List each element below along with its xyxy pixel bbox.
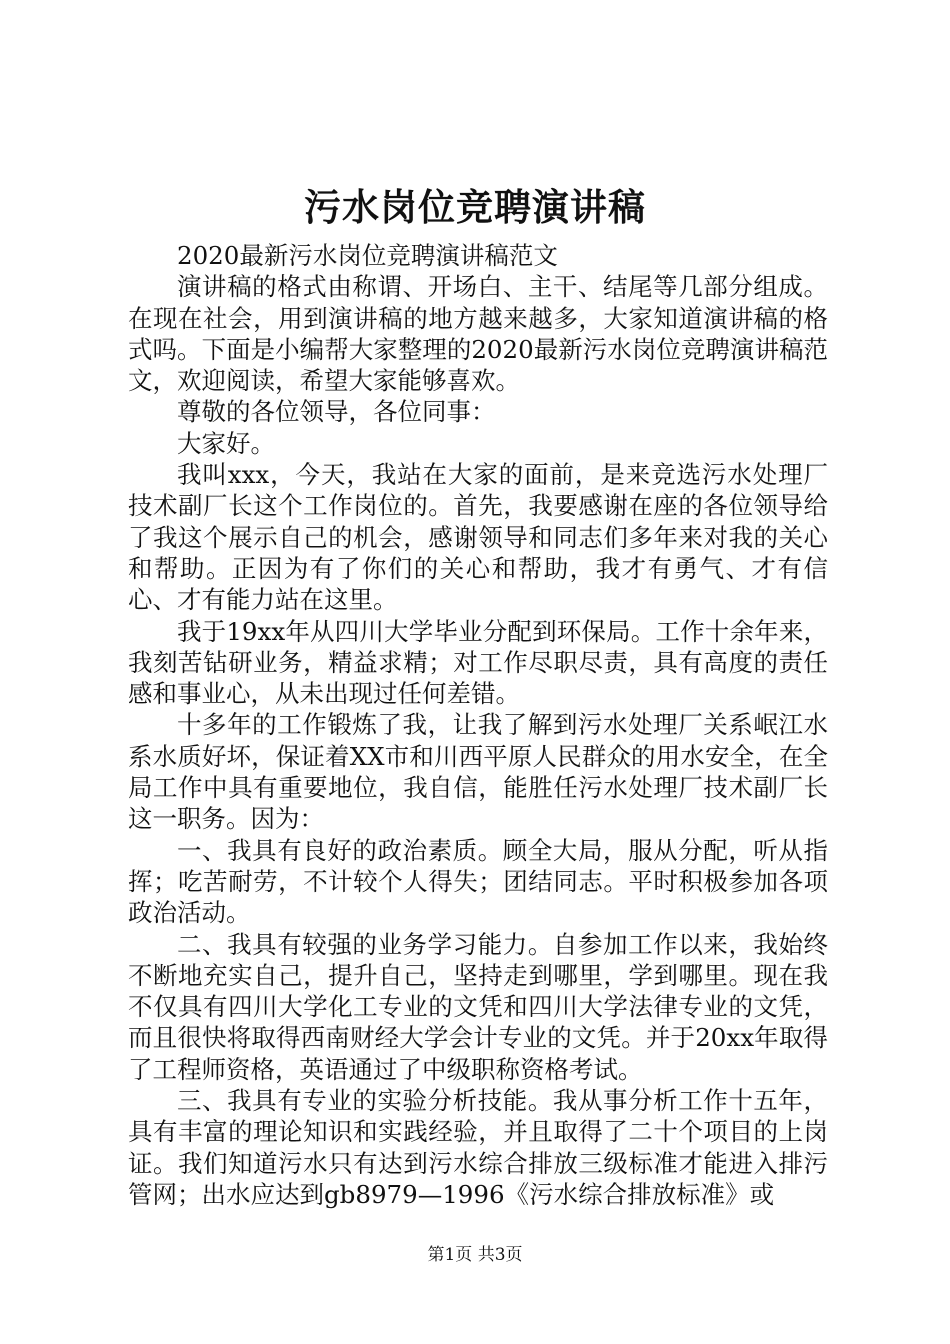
paragraph-point-two: 二、我具有较强的业务学习能力。自参加工作以来，我始终不断地充实自己，提升自己，坚持走到哪里，学到哪里。现在我不仅具有四川大学化工专业的文凭和四川大学法律专业的文凭，而且很快将取得西南财经大学会计专业的文凭。并于20xx年取得了工程师资格，英语通过了中级职称资格考试。: [128, 929, 828, 1084]
paragraph-point-one: 一、我具有良好的政治素质。顾全大局，服从分配，听从指挥；吃苦耐劳，不计较个人得失；团结同志。平时积极参加各项政治活动。: [128, 835, 828, 928]
paragraph-point-three: 三、我具有专业的实验分析技能。我从事分析工作十五年，具有丰富的理论知识和实践经验，并且取得了二十个项目的上岗证。我们知道污水只有达到污水综合排放三级标准才能进入排污管网；出水应达到gb8979—1996《污水综合排放标准》或: [128, 1086, 828, 1209]
paragraph-greeting: 大家好。: [177, 428, 275, 458]
paragraph-self-introduction: 我叫xxx，今天，我站在大家的面前，是来竞选污水处理厂技术副厂长这个工作岗位的。首先，我要感谢在座的各位领导给了我这个展示自己的机会，感谢领导和同志们多年来对我的关心和帮助。正因为有了你们的关心和帮助，我才有勇气、才有信心、才有能力站在这里。: [128, 460, 828, 615]
paragraph-salutation: 尊敬的各位领导，各位同事：: [177, 397, 496, 427]
paragraph-intro: 演讲稿的格式由称谓、开场白、主干、结尾等几部分组成。在现在社会，用到演讲稿的地方越来越多，大家知道演讲稿的格式吗。下面是小编帮大家整理的2020最新污水岗位竞聘演讲稿范文，欢迎阅读，希望大家能够喜欢。: [128, 272, 828, 396]
page-number-footer: 第1页 共3页: [427, 1245, 523, 1265]
paragraph-experience: 我于19xx年从四川大学毕业分配到环保局。工作十余年来，我刻苦钻研业务，精益求精；对工作尽职尽责，具有高度的责任感和事业心，从未出现过任何差错。: [128, 616, 828, 709]
paragraph-subtitle: 2020最新污水岗位竞聘演讲稿范文: [177, 241, 558, 270]
document-body: [128, 240, 828, 1210]
paragraph-confidence: 十多年的工作锻炼了我，让我了解到污水处理厂关系岷江水系水质好坏，保证着XX市和川西平原人民群众的用水安全，在全局工作中具有重要地位，我自信，能胜任污水处理厂技术副厂长这一职务。因为：: [128, 710, 828, 834]
document-title: 污水岗位竞聘演讲稿: [304, 185, 646, 229]
